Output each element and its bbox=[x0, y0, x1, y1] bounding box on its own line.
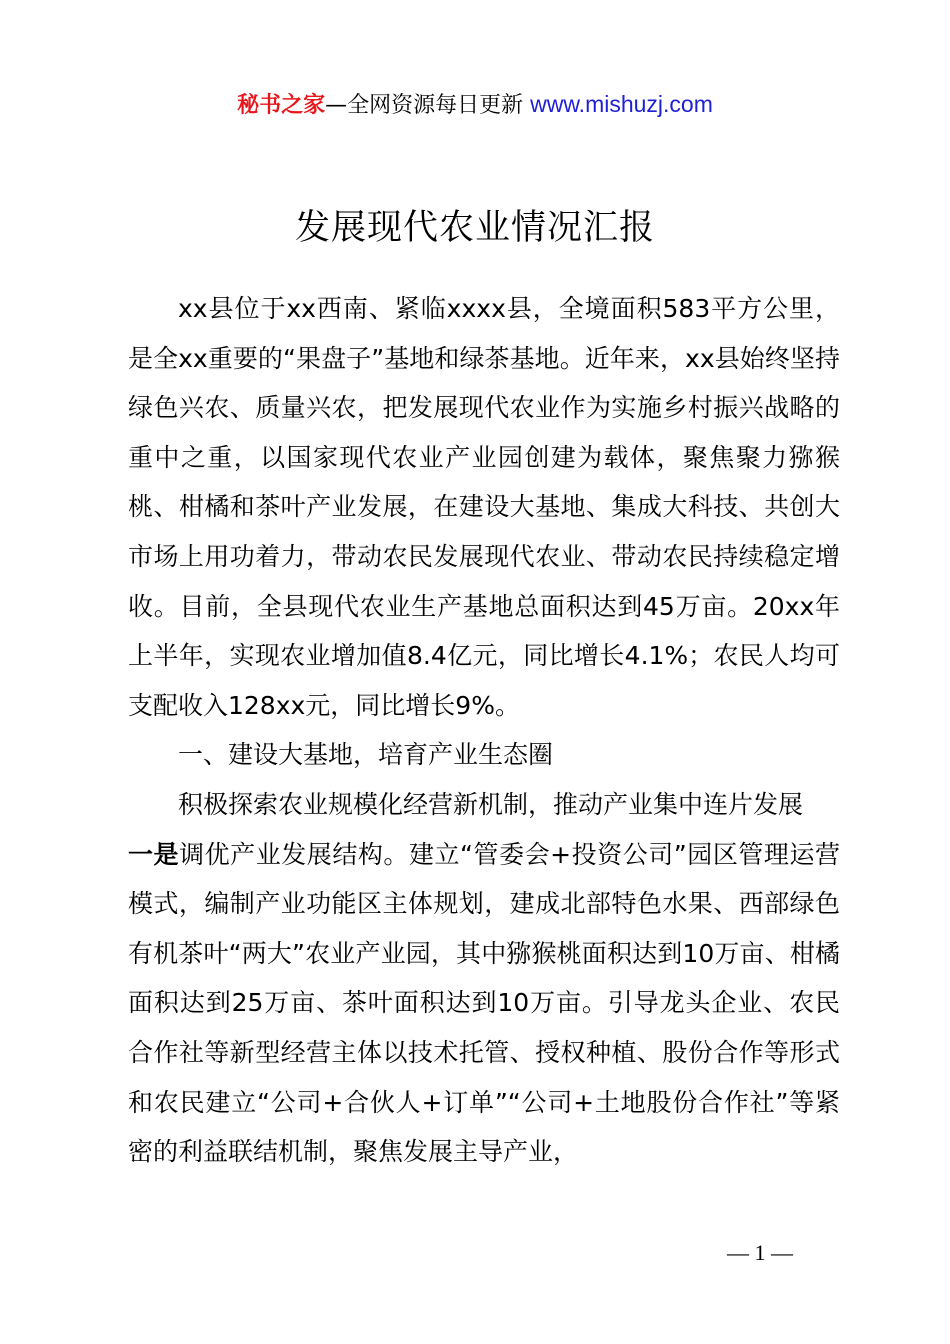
brand-name: 秘书之家 bbox=[237, 93, 326, 118]
section-heading: 一、建设大基地，培育产业生态圈 bbox=[178, 740, 554, 770]
document-body bbox=[128, 284, 840, 1177]
intro-paragraph: xx县位于xx西南、紧临xxxx县，全境面积583平方公里，是全xx重要的“果盘子”基地和绿茶基地。近年来，xx县始终坚持绿色兴农、质量兴农，把发展现代农业作为实施乡村振兴战略的重中之重，以国家现代农业产业园创建为载体，聚焦聚力猕猴桃、柑橘和茶叶产业发展，在建设大基地、集成大科技、共创大市场上用功着力，带动农民发展现代农业、带动农民持续稳定增收。目前，全县现代农业生产基地总面积达到45万亩。20xx年上半年，实现农业增加值8.4亿元，同比增长4.1%；农民人均可支配收入128xx元，同比增长9%。 bbox=[128, 294, 840, 720]
site-header bbox=[0, 88, 950, 122]
header-tagline: —全网资源每日更新 bbox=[325, 93, 531, 118]
point-paragraph bbox=[128, 830, 840, 1177]
site-url-link[interactable]: www.mishuzj.com bbox=[530, 91, 713, 117]
section-lead-paragraph: 积极探索农业规模化经营新机制，推动产业集中连片发展 bbox=[178, 789, 804, 819]
point-label: 一是 bbox=[128, 839, 180, 869]
document-title: 发展现代农业情况汇报 bbox=[294, 208, 655, 249]
page-number: — 1 — bbox=[727, 1240, 793, 1265]
point-text: 调优产业发展结构。建立“管委会+投资公司”园区管理运营模式，编制产业功能区主体规划，建成北部特色水果、西部绿色有机茶叶“两大”农业产业园，其中猕猴桃面积达到10万亩、柑橘面积达到25万亩、茶叶面积达到10万亩。引导龙头企业、农民合作社等新型经营主体以技术托管、授权种植、股份合作等形式和农民建立“公司+合伙人+订单”“公司+土地股份合作社”等紧密的利益联结机制，聚焦发展主导产业， bbox=[128, 839, 840, 1167]
